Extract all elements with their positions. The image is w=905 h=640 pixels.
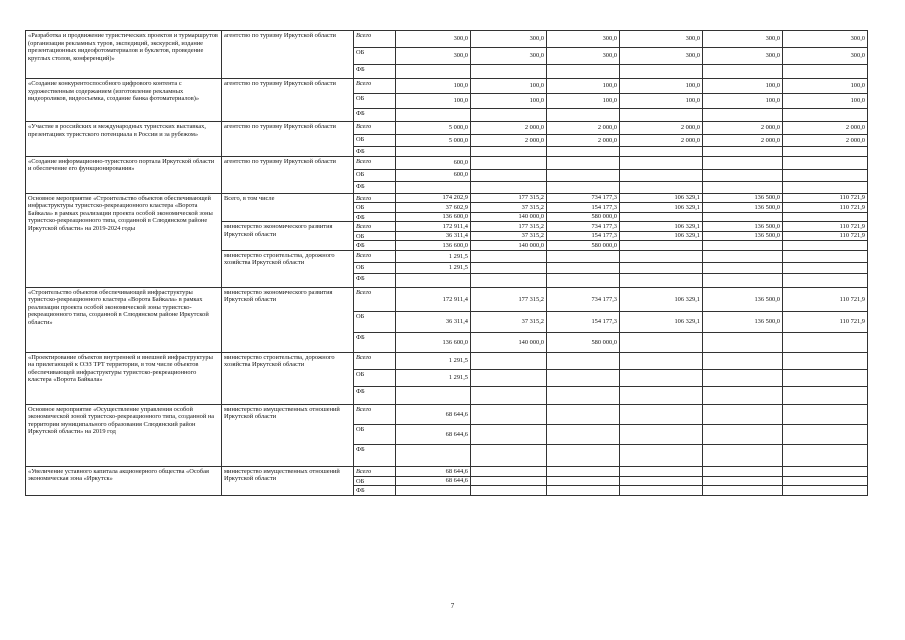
table-row	[26, 79, 868, 94]
amount-cell: 5 000,0	[396, 135, 471, 147]
amount-cell	[620, 424, 703, 444]
amount-cell	[703, 332, 783, 352]
amount-cell: 100,0	[471, 79, 547, 94]
executor-cell: Всего, в том числе	[222, 193, 354, 222]
amount-cell: 106 329,1	[620, 287, 703, 311]
amount-cell	[471, 486, 547, 496]
amount-cell: 136 600,0	[396, 241, 471, 251]
amount-cell: 37 602,9	[396, 203, 471, 213]
amount-cell: 36 311,4	[396, 231, 471, 241]
amount-cell	[471, 386, 547, 404]
executor-cell: министерство имущественных отношений Иркутской области	[222, 466, 354, 495]
amount-cell	[783, 386, 868, 404]
amount-cell: 100,0	[547, 79, 620, 94]
amount-cell	[547, 404, 620, 424]
amount-cell	[620, 386, 703, 404]
amount-cell: 136 500,0	[703, 311, 783, 332]
activity-name-cell: «Строительство объектов обеспечивающей инфраструктуры туристско-рекреационного кластера «Ворота Байкала» в рамках реализации проекта особой экономической зоны туристско-рекреационного типа, созданной в Слюдянском районе Иркутской области»	[26, 287, 222, 352]
amount-cell: 37 315,2	[471, 203, 547, 213]
amount-cell: 580 000,0	[547, 212, 620, 222]
amount-cell: 300,0	[783, 48, 868, 65]
amount-cell	[620, 369, 703, 386]
table-row	[26, 287, 868, 311]
amount-cell	[703, 273, 783, 287]
amount-cell	[471, 404, 547, 424]
amount-cell	[703, 424, 783, 444]
amount-cell	[396, 444, 471, 466]
amount-cell	[547, 486, 620, 496]
funding-source-cell: ОБ	[354, 203, 396, 213]
amount-cell	[547, 424, 620, 444]
amount-cell	[703, 109, 783, 122]
amount-cell: 140 000,0	[471, 332, 547, 352]
amount-cell	[547, 273, 620, 287]
amount-cell: 100,0	[396, 79, 471, 94]
amount-cell	[620, 273, 703, 287]
amount-cell: 580 000,0	[547, 241, 620, 251]
amount-cell	[471, 444, 547, 466]
amount-cell: 100,0	[783, 79, 868, 94]
amount-cell: 172 911,4	[396, 222, 471, 232]
executor-cell: министерство имущественных отношений Иркутской области	[222, 404, 354, 466]
executor-cell: министерство строительства, дорожного хозяйства Иркутской области	[222, 250, 354, 287]
amount-cell: 300,0	[783, 31, 868, 48]
table-row	[26, 404, 868, 424]
amount-cell	[471, 147, 547, 157]
table-body	[26, 31, 868, 496]
activity-name-cell: «Разработка и продвижение туристических проектов и турмаршрутов (организация рекламных туров, экспедиций, экскурсий, издание презентационных видеофотоматериалов и буклетов, проведение круглых столов, конференций)»	[26, 31, 222, 79]
amount-cell: 100,0	[703, 79, 783, 94]
amount-cell	[396, 109, 471, 122]
amount-cell: 734 177,3	[547, 193, 620, 203]
amount-cell	[620, 466, 703, 476]
amount-cell	[547, 262, 620, 273]
funding-source-cell: ФБ	[354, 386, 396, 404]
activity-name-cell: «Проектирование объектов внутренней и внешней инфраструктуры на прилегающей к ОЭЗ ТРТ территории, в том числе объектов обеспечивающей инфраструктуры туристско-рекреационного кластера «Ворота Байкала»	[26, 352, 222, 404]
amount-cell: 140 000,0	[471, 241, 547, 251]
amount-cell: 177 315,2	[471, 193, 547, 203]
amount-cell	[547, 352, 620, 369]
amount-cell	[620, 476, 703, 486]
amount-cell	[471, 65, 547, 79]
amount-cell: 110 721,9	[783, 193, 868, 203]
funding-source-cell: ФБ	[354, 181, 396, 193]
amount-cell: 100,0	[471, 94, 547, 109]
amount-cell: 172 911,4	[396, 287, 471, 311]
amount-cell: 2 000,0	[703, 135, 783, 147]
amount-cell	[620, 404, 703, 424]
amount-cell: 136 600,0	[396, 332, 471, 352]
amount-cell	[783, 444, 868, 466]
amount-cell	[547, 156, 620, 169]
funding-source-cell: Всего	[354, 156, 396, 169]
amount-cell	[620, 65, 703, 79]
amount-cell	[547, 250, 620, 262]
amount-cell	[620, 212, 703, 222]
amount-cell: 136 500,0	[703, 231, 783, 241]
amount-cell: 2 000,0	[620, 135, 703, 147]
amount-cell	[620, 250, 703, 262]
amount-cell	[620, 156, 703, 169]
amount-cell	[703, 369, 783, 386]
amount-cell	[783, 273, 868, 287]
funding-source-cell: ФБ	[354, 444, 396, 466]
executor-cell: министерство экономического развития Иркутской области	[222, 287, 354, 352]
amount-cell	[396, 386, 471, 404]
amount-cell	[547, 444, 620, 466]
amount-cell	[783, 181, 868, 193]
amount-cell: 136 500,0	[703, 193, 783, 203]
amount-cell: 2 000,0	[620, 122, 703, 135]
amount-cell	[703, 250, 783, 262]
amount-cell	[783, 262, 868, 273]
amount-cell	[396, 273, 471, 287]
amount-cell	[783, 369, 868, 386]
amount-cell	[471, 169, 547, 181]
amount-cell	[620, 332, 703, 352]
amount-cell: 68 644,6	[396, 466, 471, 476]
funding-source-cell: Всего	[354, 250, 396, 262]
amount-cell	[703, 466, 783, 476]
amount-cell: 2 000,0	[471, 122, 547, 135]
table-row	[26, 193, 868, 203]
amount-cell	[471, 181, 547, 193]
funding-source-cell: ОБ	[354, 135, 396, 147]
amount-cell: 300,0	[396, 31, 471, 48]
amount-cell	[703, 444, 783, 466]
amount-cell	[703, 156, 783, 169]
table-row	[26, 466, 868, 476]
amount-cell	[396, 65, 471, 79]
amount-cell	[620, 109, 703, 122]
page-number: 7	[450, 602, 455, 610]
activity-name-cell: «Создание конкурентоспособного цифрового контента с художественным содержанием (изготовление рекламных видеороликов, видеосъемка, создание банка фотоматериалов)»	[26, 79, 222, 122]
funding-source-cell: ФБ	[354, 241, 396, 251]
activity-name-cell: «Увеличение уставного капитала акционерного общества «Особая экономическая зона «Иркутск»	[26, 466, 222, 495]
amount-cell	[620, 241, 703, 251]
funding-source-cell: ОБ	[354, 424, 396, 444]
amount-cell: 140 000,0	[471, 212, 547, 222]
amount-cell	[547, 476, 620, 486]
amount-cell	[703, 65, 783, 79]
amount-cell	[471, 476, 547, 486]
funding-source-cell: Всего	[354, 466, 396, 476]
amount-cell	[547, 147, 620, 157]
amount-cell: 177 315,2	[471, 222, 547, 232]
amount-cell: 300,0	[547, 31, 620, 48]
amount-cell	[471, 250, 547, 262]
amount-cell	[783, 250, 868, 262]
amount-cell: 106 329,1	[620, 311, 703, 332]
amount-cell	[783, 424, 868, 444]
amount-cell	[783, 156, 868, 169]
amount-cell	[703, 386, 783, 404]
funding-source-cell: ОБ	[354, 311, 396, 332]
funding-source-cell: ФБ	[354, 486, 396, 496]
amount-cell: 100,0	[620, 94, 703, 109]
amount-cell: 136 500,0	[703, 287, 783, 311]
amount-cell	[471, 262, 547, 273]
amount-cell	[547, 369, 620, 386]
amount-cell	[620, 181, 703, 193]
table-row	[26, 156, 868, 169]
amount-cell	[547, 109, 620, 122]
amount-cell: 100,0	[396, 94, 471, 109]
amount-cell: 100,0	[547, 94, 620, 109]
amount-cell: 177 315,2	[471, 287, 547, 311]
amount-cell	[783, 212, 868, 222]
funding-source-cell: ФБ	[354, 212, 396, 222]
amount-cell: 100,0	[783, 94, 868, 109]
amount-cell	[547, 181, 620, 193]
funding-source-cell: ОБ	[354, 169, 396, 181]
executor-cell: агентство по туризму Иркутской области	[222, 122, 354, 157]
amount-cell: 110 721,9	[783, 222, 868, 232]
funding-source-cell: Всего	[354, 193, 396, 203]
funding-source-cell: Всего	[354, 352, 396, 369]
funding-source-cell: Всего	[354, 287, 396, 311]
amount-cell	[620, 262, 703, 273]
amount-cell: 2 000,0	[783, 122, 868, 135]
amount-cell	[471, 109, 547, 122]
amount-cell: 300,0	[703, 31, 783, 48]
amount-cell	[783, 241, 868, 251]
funding-source-cell: ОБ	[354, 48, 396, 65]
activity-name-cell: Основное мероприятие «Осуществление управления особой экономической зоной туристско-рекреационного типа, созданной на территории муниципального образования Слюдянский район Иркутской области» на 2019 год	[26, 404, 222, 466]
table-row	[26, 122, 868, 135]
amount-cell: 68 644,6	[396, 404, 471, 424]
amount-cell	[703, 169, 783, 181]
amount-cell: 2 000,0	[547, 135, 620, 147]
amount-cell: 2 000,0	[471, 135, 547, 147]
amount-cell: 2 000,0	[547, 122, 620, 135]
amount-cell	[620, 352, 703, 369]
funding-source-cell: ФБ	[354, 273, 396, 287]
table-row	[26, 31, 868, 48]
activity-name-cell: Основное мероприятие «Строительство объектов обеспечивающей инфраструктуры туристско-рекреационного кластера «Ворота Байкала» в рамках реализации проекта особой экономической зоны туристско-рекреационного типа, созданной в Слюдянском районе Иркутской области» на 2019-2024 годы	[26, 193, 222, 287]
amount-cell	[547, 65, 620, 79]
amount-cell: 174 202,9	[396, 193, 471, 203]
amount-cell: 110 721,9	[783, 311, 868, 332]
amount-cell: 106 329,1	[620, 203, 703, 213]
activity-name-cell: «Создание информационно-туристского портала Иркутской области и обеспечение его функционирования»	[26, 156, 222, 193]
amount-cell	[620, 444, 703, 466]
amount-cell	[783, 404, 868, 424]
amount-cell: 100,0	[703, 94, 783, 109]
amount-cell: 110 721,9	[783, 287, 868, 311]
amount-cell: 106 329,1	[620, 222, 703, 232]
funding-source-cell: ФБ	[354, 147, 396, 157]
amount-cell	[703, 181, 783, 193]
amount-cell	[471, 273, 547, 287]
amount-cell	[471, 424, 547, 444]
amount-cell	[703, 476, 783, 486]
amount-cell	[620, 486, 703, 496]
amount-cell	[396, 147, 471, 157]
amount-cell	[471, 466, 547, 476]
amount-cell: 110 721,9	[783, 231, 868, 241]
amount-cell: 68 644,6	[396, 424, 471, 444]
amount-cell	[547, 466, 620, 476]
funding-source-cell: Всего	[354, 122, 396, 135]
amount-cell	[471, 369, 547, 386]
amount-cell	[620, 147, 703, 157]
amount-cell	[703, 404, 783, 424]
budget-table	[25, 30, 868, 496]
amount-cell: 136 600,0	[396, 212, 471, 222]
amount-cell	[783, 169, 868, 181]
amount-cell	[620, 169, 703, 181]
executor-cell: агентство по туризму Иркутской области	[222, 79, 354, 122]
amount-cell: 68 644,6	[396, 476, 471, 486]
executor-cell: агентство по туризму Иркутской области	[222, 31, 354, 79]
amount-cell	[703, 241, 783, 251]
amount-cell: 100,0	[620, 79, 703, 94]
amount-cell: 1 291,5	[396, 352, 471, 369]
funding-source-cell: ОБ	[354, 231, 396, 241]
amount-cell: 1 291,5	[396, 262, 471, 273]
amount-cell: 37 315,2	[471, 311, 547, 332]
funding-source-cell: Всего	[354, 222, 396, 232]
amount-cell	[471, 156, 547, 169]
amount-cell: 300,0	[396, 48, 471, 65]
amount-cell: 600,0	[396, 156, 471, 169]
amount-cell: 110 721,9	[783, 203, 868, 213]
amount-cell	[471, 352, 547, 369]
amount-cell: 300,0	[471, 48, 547, 65]
amount-cell	[396, 181, 471, 193]
amount-cell	[703, 352, 783, 369]
amount-cell	[783, 486, 868, 496]
funding-source-cell: Всего	[354, 404, 396, 424]
amount-cell: 154 177,3	[547, 231, 620, 241]
amount-cell: 300,0	[620, 48, 703, 65]
amount-cell	[783, 109, 868, 122]
amount-cell: 136 500,0	[703, 222, 783, 232]
amount-cell: 36 311,4	[396, 311, 471, 332]
funding-source-cell: Всего	[354, 79, 396, 94]
amount-cell	[396, 486, 471, 496]
amount-cell	[703, 147, 783, 157]
amount-cell	[783, 147, 868, 157]
funding-source-cell: Всего	[354, 31, 396, 48]
amount-cell: 106 329,1	[620, 193, 703, 203]
amount-cell: 1 291,5	[396, 250, 471, 262]
amount-cell: 2 000,0	[703, 122, 783, 135]
funding-source-cell: ОБ	[354, 262, 396, 273]
funding-source-cell: ФБ	[354, 332, 396, 352]
amount-cell: 37 315,2	[471, 231, 547, 241]
amount-cell	[783, 65, 868, 79]
amount-cell: 1 291,5	[396, 369, 471, 386]
amount-cell	[703, 486, 783, 496]
amount-cell: 106 329,1	[620, 231, 703, 241]
amount-cell: 136 500,0	[703, 203, 783, 213]
amount-cell	[783, 352, 868, 369]
amount-cell	[547, 169, 620, 181]
amount-cell: 300,0	[620, 31, 703, 48]
amount-cell: 154 177,3	[547, 311, 620, 332]
funding-source-cell: ФБ	[354, 65, 396, 79]
amount-cell: 734 177,3	[547, 222, 620, 232]
amount-cell	[783, 332, 868, 352]
amount-cell	[783, 476, 868, 486]
funding-source-cell: ОБ	[354, 94, 396, 109]
activity-name-cell: «Участие в российских и международных туристских выставках, презентациях туристского потенциала в России и за рубежом»	[26, 122, 222, 157]
executor-cell: агентство по туризму Иркутской области	[222, 156, 354, 193]
amount-cell	[703, 262, 783, 273]
amount-cell: 300,0	[703, 48, 783, 65]
amount-cell	[547, 386, 620, 404]
amount-cell: 154 177,3	[547, 203, 620, 213]
amount-cell: 600,0	[396, 169, 471, 181]
amount-cell	[783, 466, 868, 476]
amount-cell: 5 000,0	[396, 122, 471, 135]
amount-cell: 580 000,0	[547, 332, 620, 352]
executor-cell: министерство экономического развития Иркутской области	[222, 222, 354, 251]
amount-cell: 2 000,0	[783, 135, 868, 147]
table-row	[26, 352, 868, 369]
amount-cell: 300,0	[547, 48, 620, 65]
funding-source-cell: ОБ	[354, 369, 396, 386]
amount-cell: 734 177,3	[547, 287, 620, 311]
executor-cell: министерство строительства, дорожного хозяйства Иркутской области	[222, 352, 354, 404]
funding-source-cell: ФБ	[354, 109, 396, 122]
amount-cell: 300,0	[471, 31, 547, 48]
amount-cell	[703, 212, 783, 222]
funding-source-cell: ОБ	[354, 476, 396, 486]
